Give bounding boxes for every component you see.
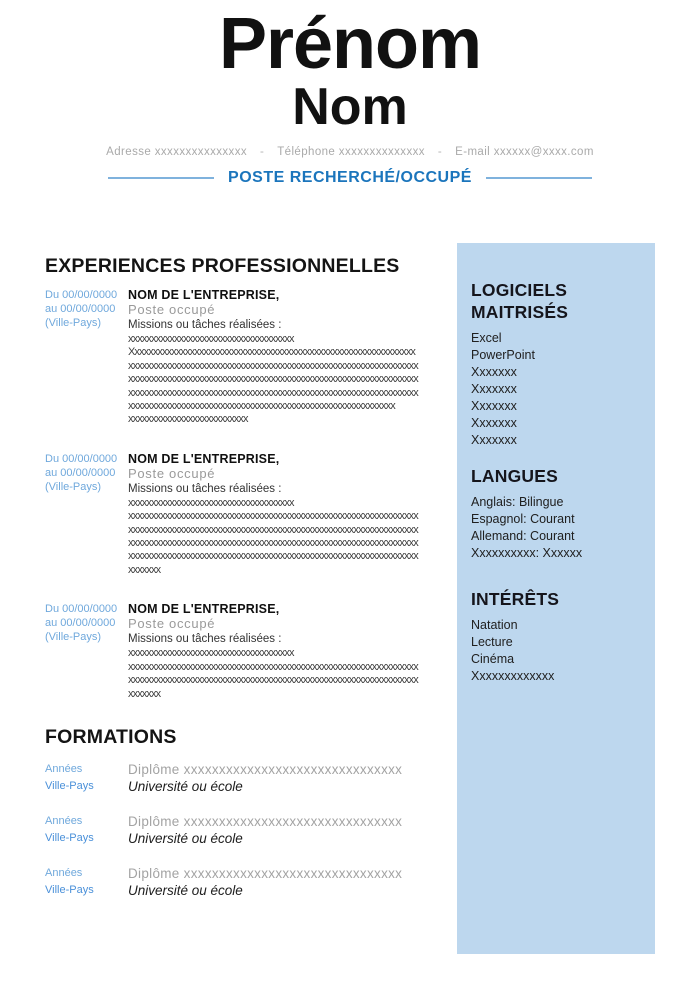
education-location: Ville-Pays: [45, 883, 94, 896]
interest-item: Natation: [471, 618, 518, 632]
software-item: Xxxxxxx: [471, 433, 517, 447]
education-body: [128, 761, 451, 795]
title-rule-left: [108, 177, 214, 179]
mission-line: xxxxxxxxxxxxxxxxxxxxxxxxxxxxxxxxxxxxxxxxxxxxxxxxxxxxxxxxxxxxxxx: [128, 674, 418, 687]
interests-title: INTÉRÊTS: [471, 589, 560, 609]
education-entry: [45, 865, 451, 899]
sidebar-section-software: [471, 279, 643, 449]
experience-entry: [45, 288, 451, 427]
experience-body: [128, 452, 451, 577]
education-body: [128, 813, 451, 847]
education-section-title: FORMATIONS: [45, 725, 177, 748]
language-item: Xxxxxxxxxx: Xxxxxx: [471, 546, 583, 560]
education-years: Années: [45, 814, 83, 827]
education-dates: [45, 813, 128, 847]
mission-line: xxxxxxxxxxxxxxxxxxxxxxxxxxxxxxxxxxxx: [128, 333, 294, 345]
experience-entry: [45, 452, 451, 577]
mission-line: xxxxxxxxxxxxxxxxxxxxxxxxxxxxxxxxxxxxxxxxxxxxxxxxxxxxxxxxxxxxxxx: [128, 550, 418, 563]
education-years: Années: [45, 762, 83, 775]
mission-line: xxxxxxxxxxxxxxxxxxxxxxxxxxxxxxxxxxxxxxxxxxxxxxxxxxxxxxxxxx: [128, 400, 395, 413]
mission-line: xxxxxxxxxxxxxxxxxxxxxxxxxxxxxxxxxxxx: [128, 496, 294, 509]
position-title-row: [0, 169, 700, 187]
date-from: Du 00/00/0000: [45, 603, 118, 616]
education-dates: [45, 761, 128, 795]
software-item: Xxxxxxx: [471, 382, 517, 396]
experience-dates: [45, 288, 128, 427]
school: Université ou école: [128, 778, 243, 794]
degree: Diplôme xxxxxxxxxxxxxxxxxxxxxxxxxxxxxxx: [128, 813, 403, 829]
degree: Diplôme xxxxxxxxxxxxxxxxxxxxxxxxxxxxxxx: [128, 865, 403, 881]
missions-label: Missions ou tâches réalisées :: [128, 319, 282, 331]
experience-entry: [45, 602, 451, 701]
mission-line: xxxxxxxxxxxxxxxxxxxxxxxxxxxxxxxxxxxxxxxxxxxxxxxxxxxxxxxxxxxxxxx: [128, 537, 418, 550]
mission-line: xxxxxxxxxxxxxxxxxxxxxxxxxxxxxxxxxxxxxxxxxxxxxxxxxxxxxxxxxxxxxxx: [128, 359, 418, 372]
mission-lines: [128, 497, 451, 577]
mission-lines: [128, 333, 451, 427]
software-title: LOGICIELS MAITRISÉS: [471, 280, 569, 322]
missions-label: Missions ou tâches réalisées :: [128, 633, 282, 646]
education-location: Ville-Pays: [45, 779, 94, 792]
experience-dates: [45, 602, 128, 701]
company-name: NOM DE L'ENTREPRISE,: [128, 451, 280, 466]
mission-line: xxxxxxxxxxxxxxxxxxxxxxxxxxxxxxxxxxxxxxxxxxxxxxxxxxxxxxxxxxxxxxx: [128, 510, 418, 523]
experience-section-title: EXPERIENCES PROFESSIONNELLES: [45, 255, 400, 277]
mission-line: xxxxxxxxxxxxxxxxxxxxxxxxxx: [128, 413, 248, 426]
experience-body: [128, 602, 451, 701]
company-name: NOM DE L'ENTREPRISE,: [128, 288, 280, 302]
missions-label: Missions ou tâches réalisées :: [128, 482, 282, 495]
mission-line: xxxxxxxxxxxxxxxxxxxxxxxxxxxxxxxxxxxxxxxxxxxxxxxxxxxxxxxxxxxxxxx: [128, 523, 418, 536]
language-item: Anglais: Bilingue: [471, 495, 564, 509]
education-body: [128, 865, 451, 899]
education-location: Ville-Pays: [45, 831, 94, 844]
contact-separator: -: [260, 146, 265, 158]
software-list: [471, 330, 643, 449]
location: (Ville-Pays): [45, 480, 102, 493]
main-column: [45, 255, 451, 917]
date-from: Du 00/00/0000: [45, 452, 118, 465]
degree: Diplôme xxxxxxxxxxxxxxxxxxxxxxxxxxxxxxx: [128, 761, 403, 777]
software-item: Xxxxxxx: [471, 416, 517, 430]
mission-line: xxxxxxx: [128, 563, 161, 576]
education-entry: [45, 813, 451, 847]
language-item: Espagnol: Courant: [471, 512, 575, 526]
date-to: au 00/00/0000: [45, 466, 116, 479]
date-to: au 00/00/0000: [45, 303, 116, 315]
location: (Ville-Pays): [45, 317, 102, 329]
sidebar-section-languages: [471, 465, 643, 562]
contact-separator: -: [437, 146, 443, 158]
job-title: Poste occupé: [128, 616, 216, 632]
company-name: NOM DE L'ENTREPRISE,: [128, 602, 280, 617]
mission-line: xxxxxxxxxxxxxxxxxxxxxxxxxxxxxxxxxxxxxxxxxxxxxxxxxxxxxxxxxxxxxxx: [128, 386, 418, 399]
software-item: Xxxxxxx: [471, 365, 517, 379]
position-title: POSTE RECHERCHÉ/OCCUPÉ: [228, 169, 472, 186]
language-item: Allemand: Courant: [471, 529, 575, 543]
school: Université ou école: [128, 882, 243, 898]
header: [0, 0, 700, 187]
languages-list: [471, 494, 643, 562]
contact-email: E-mail xxxxxx@xxxx.com: [455, 146, 594, 158]
interest-item: Lecture: [471, 635, 513, 649]
education-years: Années: [45, 866, 83, 879]
job-title: Poste occupé: [128, 302, 216, 317]
software-item: Xxxxxxx: [471, 399, 517, 413]
job-title: Poste occupé: [128, 465, 216, 481]
education-entry: [45, 761, 451, 795]
sidebar: [457, 243, 655, 954]
interest-item: Cinéma: [471, 652, 515, 666]
contact-phone: Téléphone xxxxxxxxxxxxxx: [277, 146, 425, 158]
first-name: Prénom: [218, 4, 482, 84]
education-dates: [45, 865, 128, 899]
mission-line: xxxxxxxxxxxxxxxxxxxxxxxxxxxxxxxxxxxxxxxxxxxxxxxxxxxxxxxxxxxxxxx: [128, 373, 418, 386]
mission-line: xxxxxxx: [128, 687, 161, 700]
mission-line: xxxxxxxxxxxxxxxxxxxxxxxxxxxxxxxxxxxx: [128, 647, 294, 660]
contact-address: Adresse xxxxxxxxxxxxxxx: [106, 146, 248, 158]
languages-title: LANGUES: [471, 466, 558, 486]
location: (Ville-Pays): [45, 631, 102, 644]
title-rule-right: [486, 177, 592, 179]
interests-list: [471, 617, 643, 685]
sidebar-section-interests: [471, 588, 643, 685]
software-item: Excel: [471, 331, 502, 345]
mission-lines: [128, 647, 451, 701]
last-name: Nom: [292, 78, 408, 136]
mission-line: Xxxxxxxxxxxxxxxxxxxxxxxxxxxxxxxxxxxxxxxxxxxxxxxxxxxxxxxxxxxxxx: [128, 346, 416, 359]
date-from: Du 00/00/0000: [45, 289, 118, 301]
experience-dates: [45, 452, 128, 577]
contact-line: [0, 146, 700, 158]
date-to: au 00/00/0000: [45, 617, 116, 630]
experience-body: [128, 288, 451, 427]
school: Université ou école: [128, 830, 243, 846]
mission-line: xxxxxxxxxxxxxxxxxxxxxxxxxxxxxxxxxxxxxxxxxxxxxxxxxxxxxxxxxxxxxxx: [128, 660, 418, 673]
interest-item: Xxxxxxxxxxxxx: [471, 669, 555, 683]
software-item: PowerPoint: [471, 348, 535, 362]
